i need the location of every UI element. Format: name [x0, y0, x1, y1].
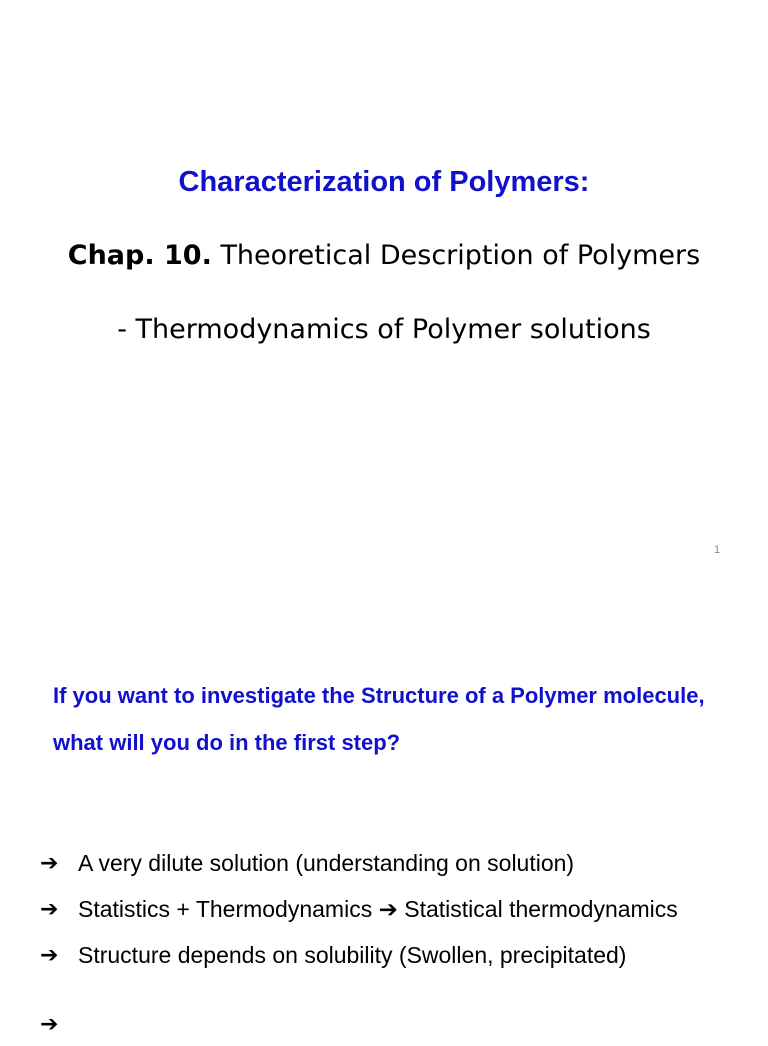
- question-text: If you want to investigate the Structure of a Polymer molecule, what will you do in the first step?: [53, 683, 705, 755]
- bullet-item: [40, 840, 768, 886]
- page-number: 1: [714, 544, 721, 556]
- arrow-right-icon: ➔: [40, 896, 59, 922]
- slide-title-heading: Characterization of Polymers:: [178, 166, 590, 198]
- arrow-right-icon: ➔: [40, 1012, 59, 1037]
- bullet-text: Structure depends on solubility (Swollen, precipitated): [78, 941, 627, 968]
- chapter-subtopic: - Thermodynamics of Polymer solutions: [117, 314, 651, 345]
- bullet-list: [40, 840, 768, 978]
- chapter-title: Theoretical Description of Polymers: [220, 240, 701, 271]
- chapter-number: Chap. 10.: [67, 240, 212, 271]
- cut-off-bullet: [40, 1000, 768, 1037]
- arrow-right-icon: ➔: [40, 942, 59, 968]
- chapter-heading: [0, 240, 768, 271]
- bullet-text: A very dilute solution (understanding on solution): [78, 849, 575, 876]
- arrow-right-icon: ➔: [40, 850, 59, 876]
- bullet-item: [40, 886, 768, 932]
- bullet-text: Statistics + Thermodynamics ➔ Statistical thermodynamics: [78, 895, 678, 922]
- slide-content: [0, 580, 768, 1037]
- bullet-item: [40, 932, 768, 978]
